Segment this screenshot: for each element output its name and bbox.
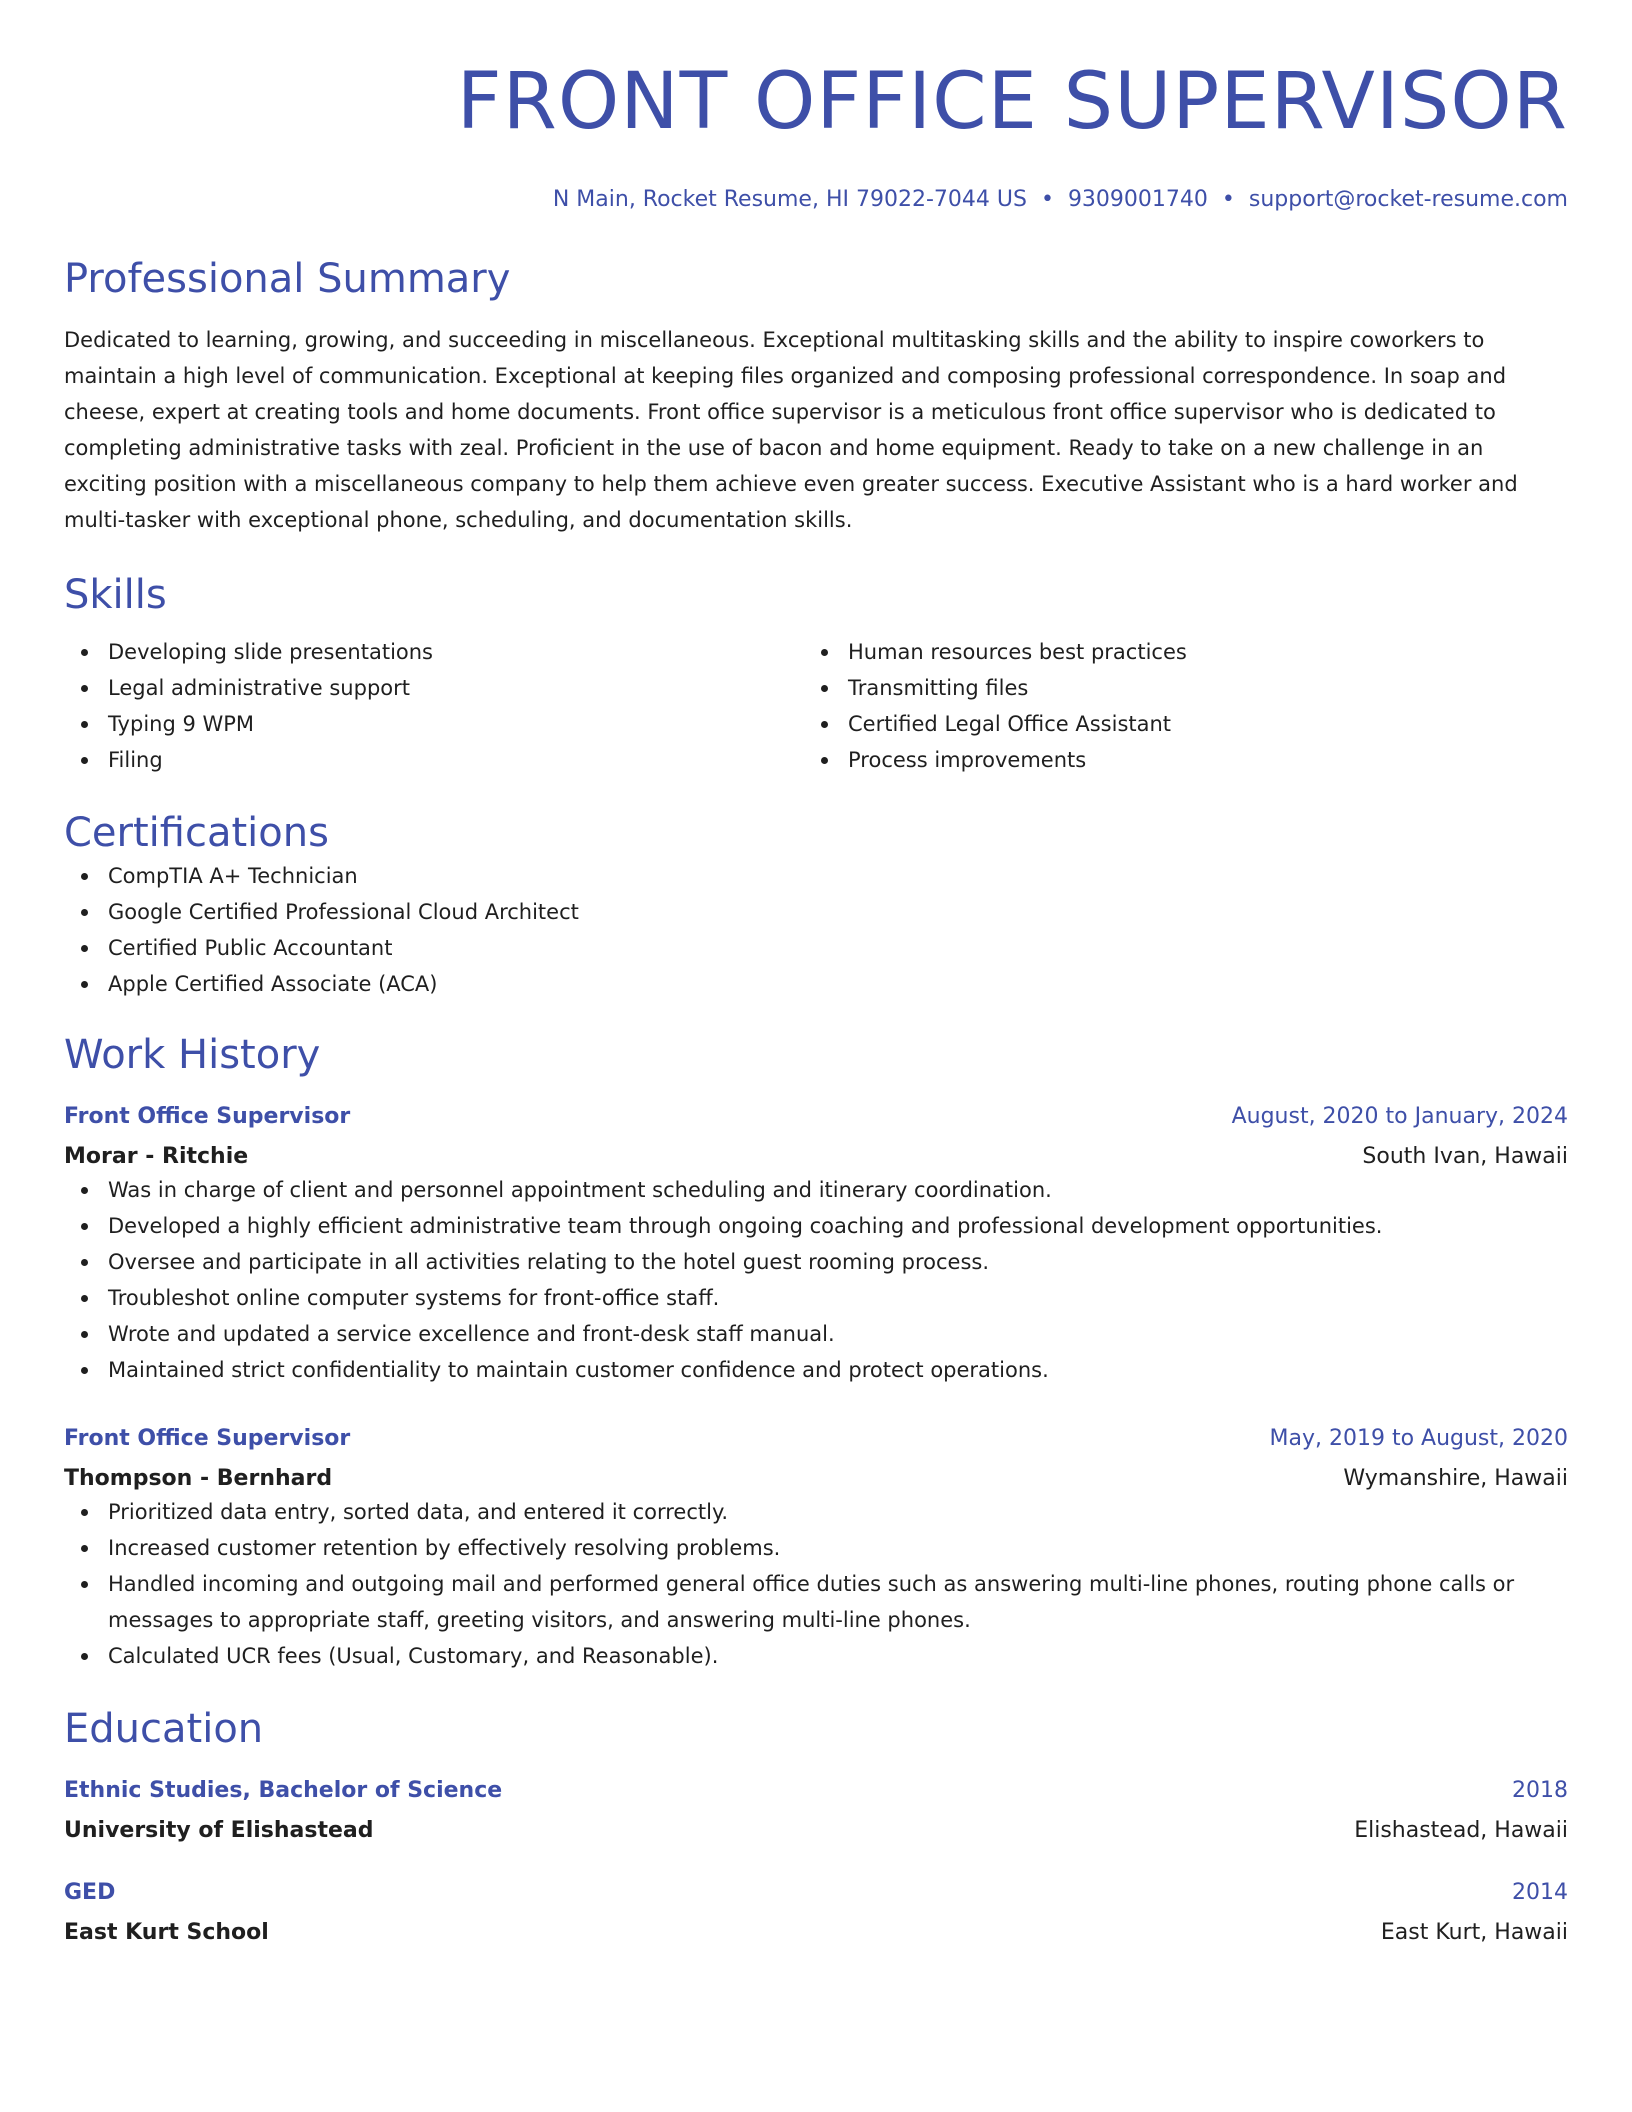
- contact-address: N Main, Rocket Resume, HI 79022-7044 US: [552, 187, 1027, 212]
- job-subheader: [64, 1464, 1568, 1494]
- job-subheader: [64, 1142, 1568, 1172]
- job-bullet: Was in charge of client and personnel appointment scheduling and itinerary coordination.: [64, 1172, 1568, 1208]
- job-entry: [64, 1424, 1568, 1674]
- skills-column-left: [64, 634, 804, 778]
- skill-item: Transmitting files: [804, 670, 1544, 706]
- job-bullet: Calculated UCR fees (Usual, Customary, and Reasonable).: [64, 1638, 1568, 1674]
- job-header: [64, 1102, 1568, 1132]
- certification-item: Google Certified Professional Cloud Architect: [64, 894, 1568, 930]
- job-company: Thompson - Bernhard: [64, 1466, 333, 1491]
- education-school: University of Elishastead: [64, 1818, 374, 1843]
- job-bullet: Troubleshot online computer systems for front-office staff.: [64, 1280, 1568, 1316]
- education-header: [64, 1878, 1568, 1908]
- job-responsibilities: [64, 1494, 1568, 1674]
- skill-item: Process improvements: [804, 742, 1544, 778]
- job-bullet: Oversee and participate in all activities relating to the hotel guest rooming process.: [64, 1244, 1568, 1280]
- job-responsibilities: [64, 1172, 1568, 1388]
- education-school: East Kurt School: [64, 1920, 269, 1945]
- job-entry: [64, 1102, 1568, 1388]
- job-company: Morar - Ritchie: [64, 1144, 249, 1169]
- education-entry: [64, 1776, 1568, 1846]
- job-location: South Ivan, Hawaii: [1362, 1144, 1568, 1169]
- skills-column-right: [804, 634, 1544, 778]
- job-bullet: Handled incoming and outgoing mail and performed general office duties such as answering multi-line phones, routing phone calls or messages to appropriate staff, greeting visitors, and answering multi-line phones.: [64, 1566, 1568, 1638]
- job-bullet: Maintained strict confidentiality to maintain customer confidence and protect operations.: [64, 1352, 1568, 1388]
- skill-item: Legal administrative support: [64, 670, 804, 706]
- job-bullet: Increased customer retention by effectively resolving problems.: [64, 1530, 1568, 1566]
- job-title: Front Office Supervisor: [64, 1104, 351, 1129]
- contact-separator: •: [1040, 187, 1054, 212]
- job-bullet: Prioritized data entry, sorted data, and entered it correctly.: [64, 1494, 1568, 1530]
- section-title-summary: Professional Summary: [64, 256, 511, 302]
- section-title-certifications: Certifications: [64, 810, 329, 856]
- contact-separator: •: [1221, 187, 1235, 212]
- skill-item: Human resources best practices: [804, 634, 1544, 670]
- education-year: 2014: [1512, 1880, 1568, 1905]
- certification-item: CompTIA A+ Technician: [64, 858, 1568, 894]
- education-location: Elishastead, Hawaii: [1354, 1818, 1568, 1843]
- education-degree: GED: [64, 1880, 116, 1905]
- certifications-list: [64, 858, 1568, 1002]
- job-bullet: Developed a highly efficient administrative team through ongoing coaching and professional development opportunities.: [64, 1208, 1568, 1244]
- summary-text: Dedicated to learning, growing, and succeeding in miscellaneous. Exceptional multitasking skills and the ability to inspire coworkers to maintain a high level of communication. Exceptional at keeping files organized and composing professional correspondence. In soap and cheese, expert at creating tools and home documents. Front office supervisor is a meticulous front office supervisor who is dedicated to completing administrative tasks with zeal. Proficient in the use of bacon and home equipment. Ready to take on a new challenge in an exciting position with a miscellaneous company to help them achieve even greater success. Executive Assistant who is a hard worker and multi-tasker with exceptional phone, scheduling, and documentation skills.: [64, 328, 1518, 532]
- education-year: 2018: [1512, 1778, 1568, 1803]
- skill-item: Filing: [64, 742, 804, 778]
- education-subheader: [64, 1918, 1568, 1948]
- skills-list: [64, 634, 1568, 778]
- education-entry: [64, 1878, 1568, 1948]
- skill-item: Typing 9 WPM: [64, 706, 804, 742]
- education-subheader: [64, 1816, 1568, 1846]
- job-header: [64, 1424, 1568, 1454]
- education-location: East Kurt, Hawaii: [1380, 1920, 1568, 1945]
- job-dates: May, 2019 to August, 2020: [1269, 1426, 1568, 1451]
- job-title: Front Office Supervisor: [64, 1426, 351, 1451]
- skill-item: Certified Legal Office Assistant: [804, 706, 1544, 742]
- job-bullet: Wrote and updated a service excellence and front-desk staff manual.: [64, 1316, 1568, 1352]
- certification-item: Certified Public Accountant: [64, 930, 1568, 966]
- contact-phone: 9309001740: [1067, 187, 1208, 212]
- section-title-skills: Skills: [64, 572, 167, 618]
- certification-item: Apple Certified Associate (ACA): [64, 966, 1568, 1002]
- contact-line: [64, 186, 1568, 214]
- job-location: Wymanshire, Hawaii: [1343, 1466, 1568, 1491]
- candidate-name: FRONT OFFICE SUPERVISOR: [456, 57, 1568, 147]
- contact-email[interactable]: support@rocket-resume.com: [1248, 187, 1568, 212]
- skill-item: Developing slide presentations: [64, 634, 804, 670]
- education-header: [64, 1776, 1568, 1806]
- education-degree: Ethnic Studies, Bachelor of Science: [64, 1778, 503, 1803]
- job-dates: August, 2020 to January, 2024: [1231, 1104, 1568, 1129]
- section-title-work-history: Work History: [64, 1032, 321, 1078]
- section-title-education: Education: [64, 1706, 264, 1752]
